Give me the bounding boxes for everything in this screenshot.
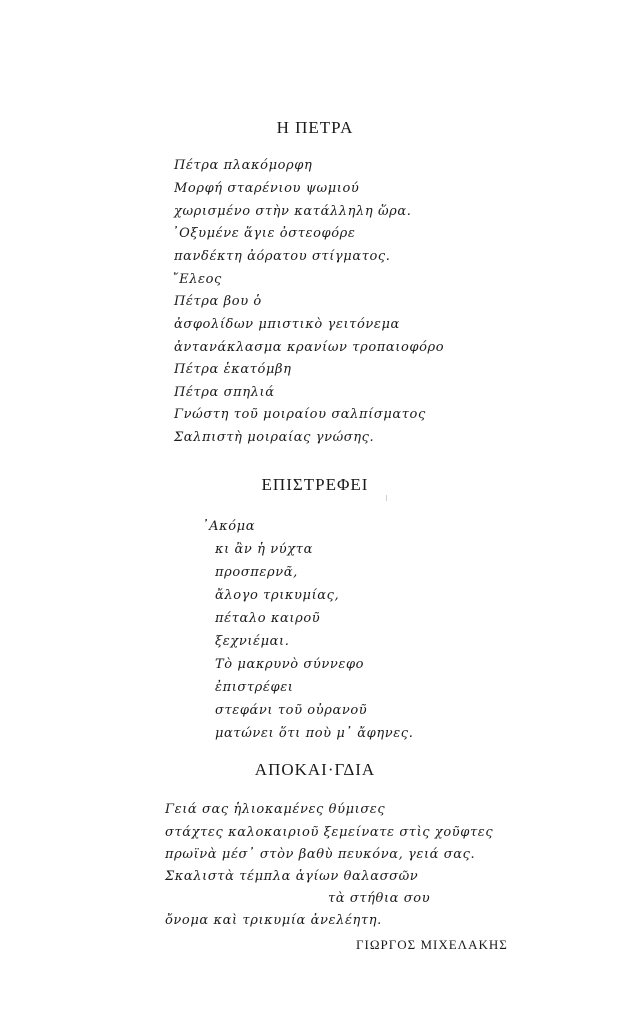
poem-line: Γειά σας ἡλιοκαμένες θύμισες <box>165 802 386 817</box>
author-name: ΓΙΩΡΓΟΣ ΜΙΧΕΛΑΚΗΣ <box>356 937 508 952</box>
poem-line: Γνώστη τοῦ μοιραίου σαλπίσματος <box>174 407 426 422</box>
poem-line: Πέτρα ἑκατόμβη <box>174 362 292 377</box>
poem-line: τὰ στήθια σου <box>328 891 431 906</box>
poem-line: ἀσφολίδων μπιστικὸ γειτόνεμα <box>174 317 400 332</box>
poem-line: στεφάνι τοῦ οὐρανοῦ <box>215 703 368 718</box>
poem-line: Πέτρα σπηλιά <box>174 385 275 400</box>
poem-line: προσπερνᾶ, <box>215 565 298 580</box>
poem-line: χωρισμένο στὴν κατάλληλη ὥρα. <box>174 204 412 219</box>
poem-line: Σκαλιστὰ τέμπλα ἁγίων θαλασσῶν <box>165 869 419 884</box>
poem-line: ἐπιστρέφει <box>215 680 294 695</box>
poem-line: Μορφή σταρένιου ψωμιού <box>174 181 360 196</box>
print-speck <box>386 495 387 501</box>
poem-line: ᾿Οξυμένε ἅγιε ὀστεοφόρε <box>172 226 356 241</box>
poem-line: Τὸ μακρυνὸ σύννεφο <box>215 657 365 672</box>
poem-line: πρωϊνὰ μέσ᾿ στὸν βαθὺ πευκόνα, γειά σας. <box>165 847 476 862</box>
poem-line: ματώνει ὅτι ποὺ μ᾿ ἄφηνες. <box>215 726 414 741</box>
poem-line: ῎Ελεος <box>172 272 222 287</box>
poem-line: στάχτες καλοκαιριοῦ ξεμείνατε στὶς χοῦφτες <box>165 825 494 840</box>
poem-line: ᾿Ακόμα <box>202 519 256 534</box>
poem-line: ὄνομα καὶ τρικυμία ἀνελέητη. <box>165 913 382 928</box>
poem-line: Σαλπιστὴ μοιραίας γνώσης. <box>174 430 375 445</box>
poem-line: κι ἂν ἡ νύχτα <box>215 542 313 557</box>
poem-line: πέταλο καιροῦ <box>215 611 321 626</box>
poem-title-epistrefei: ΕΠΙΣΤΡΕΦΕΙ <box>261 475 369 494</box>
poem-title-apokaigdia: ΑΠΟΚΑΙ·ΓΔΙΑ <box>254 760 376 779</box>
poem-line: πανδέκτη ἀόρατου στίγματος. <box>174 249 391 264</box>
poem-line: ξεχνιέμαι. <box>215 634 290 649</box>
poem-line: ἄλογο τρικυμίας, <box>215 588 340 603</box>
poem-line: Πέτρα βου ὁ <box>174 294 262 309</box>
poem-title-petra: Η ΠΕΤΡΑ <box>276 118 354 137</box>
poem-line: ἀντανάκλασμα κρανίων τροπαιοφόρο <box>174 340 445 355</box>
poem-line: Πέτρα πλακόμορφη <box>174 158 313 173</box>
